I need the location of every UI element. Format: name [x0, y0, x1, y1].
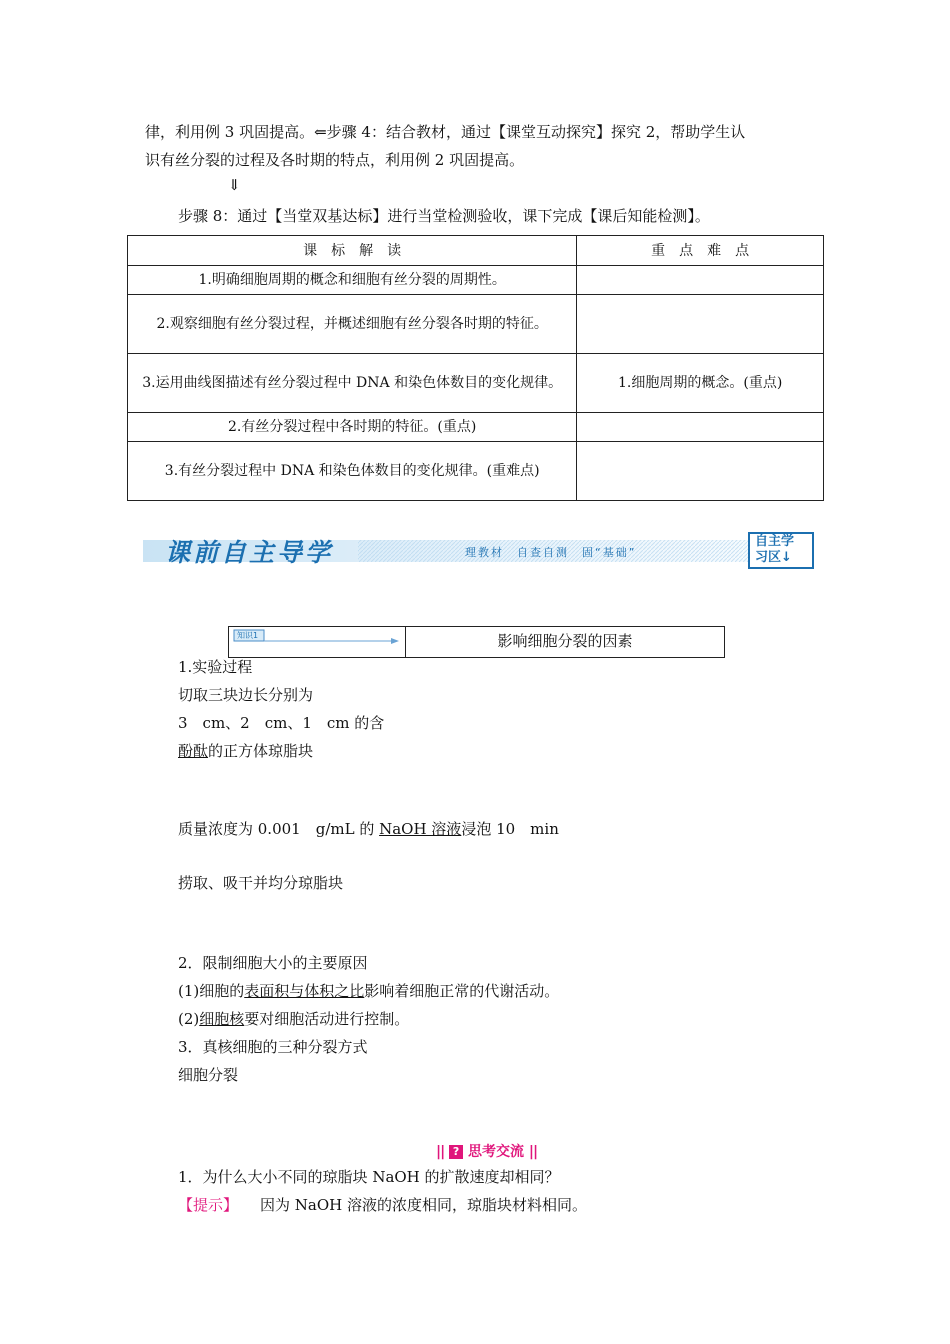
think-bar-right: || — [528, 1144, 538, 1160]
reason-1 — [178, 980, 559, 1001]
hint-label: 【提示】 — [178, 1196, 239, 1214]
badge-line-1: 自主学 — [755, 534, 795, 549]
experiment-line-2: 3 cm、2 cm、1 cm 的含 — [178, 714, 385, 732]
question-mark-icon: ? — [449, 1145, 463, 1159]
topic-label: 知识1 — [237, 631, 259, 640]
experiment-line-3 — [178, 740, 313, 761]
reason-1-post: 影响着细胞正常的代谢活动。 — [364, 982, 560, 1000]
section-2-heading: 2．限制细胞大小的主要原因 — [178, 954, 368, 972]
topic-title: 影响细胞分裂的因素 — [497, 632, 633, 650]
think-bar-left: || — [436, 1144, 445, 1160]
experiment-line-4-pre: 质量浓度为 0.001 g/mL 的 — [178, 820, 380, 838]
table-header-focus: 重 点 难 点 — [577, 236, 824, 266]
table-row: 3.有丝分裂过程中 DNA 和染色体数目的变化规律。(重难点) — [128, 442, 577, 501]
banner-title: 课前自主导学 — [165, 538, 334, 567]
focus-cell: 1.细胞周期的概念。(重点) — [577, 354, 824, 413]
table-cell-empty — [577, 413, 824, 442]
table-row: 2.观察细胞有丝分裂过程，并概述细胞有丝分裂各时期的特征。 — [128, 295, 577, 354]
division-label: 细胞分裂 — [178, 1066, 239, 1084]
experiment-line-5: 捞取、吸干并均分琼脂块 — [178, 874, 344, 892]
fill-blank-naoh: NaOH 溶液 — [379, 820, 462, 838]
experiment-line-4 — [178, 818, 559, 839]
hint-answer: 因为 NaOH 溶液的浓度相同，琼脂块材料相同。 — [260, 1196, 587, 1214]
intro-line-2: 识有丝分裂的过程及各时期的特点，利用例 2 巩固提高。 — [145, 151, 525, 169]
think-header — [436, 1141, 537, 1161]
table-cell-empty — [577, 442, 824, 501]
think-title: 思考交流 — [467, 1144, 524, 1160]
table-row: 1.明确细胞周期的概念和细胞有丝分裂的周期性。 — [128, 266, 577, 295]
step-8-text: 步骤 8：通过【当堂双基达标】进行当堂检测验收，课下完成【课后知能检测】。 — [178, 207, 710, 225]
fill-blank-surface-volume: 表面积与体积之比 — [244, 982, 365, 1000]
experiment-line-3-rest: 的正方体琼脂块 — [208, 742, 314, 760]
reason-2 — [178, 1008, 409, 1029]
section-banner — [143, 530, 815, 570]
topic-label-cell — [229, 627, 406, 657]
intro-line-1: 律，利用例 3 巩固提高。⇐步骤 4：结合教材，通过【课堂互动探究】探究 2，帮助学生认 — [145, 123, 746, 141]
experiment-line-4-post: 浸泡 10 min — [461, 820, 559, 838]
section-3-heading: 3．真核细胞的三种分裂方式 — [178, 1038, 368, 1056]
think-answer-line — [178, 1194, 587, 1215]
standards-table — [127, 235, 824, 501]
table-header-standards: 课 标 解 读 — [128, 236, 577, 266]
table-row: 2.有丝分裂过程中各时期的特征。(重点) — [128, 413, 577, 442]
topic-bar — [228, 626, 725, 658]
table-cell-empty — [577, 295, 824, 354]
reason-2-pre: (2) — [178, 1010, 200, 1028]
reason-2-post: 要对细胞活动进行控制。 — [244, 1010, 410, 1028]
down-arrow: ⇓ — [228, 176, 241, 194]
section-1-heading: 1.实验过程 — [178, 658, 253, 676]
badge-line-2: 习区↓ — [755, 550, 792, 565]
fill-blank-phenolphthalein: 酚酞 — [178, 742, 209, 760]
banner-badge — [755, 534, 794, 566]
think-question: 1．为什么大小不同的琼脂块 NaOH 的扩散速度却相同？ — [178, 1168, 560, 1186]
fill-blank-nucleus: 细胞核 — [199, 1010, 245, 1028]
table-row: 3.运用曲线图描述有丝分裂过程中 DNA 和染色体数目的变化规律。 — [128, 354, 577, 413]
banner-subtitle: 理教材 自查自测 固“基础” — [465, 546, 637, 559]
table-cell-empty — [577, 266, 824, 295]
reason-1-pre: (1)细胞的 — [178, 982, 245, 1000]
experiment-line-1: 切取三块边长分别为 — [178, 686, 314, 704]
